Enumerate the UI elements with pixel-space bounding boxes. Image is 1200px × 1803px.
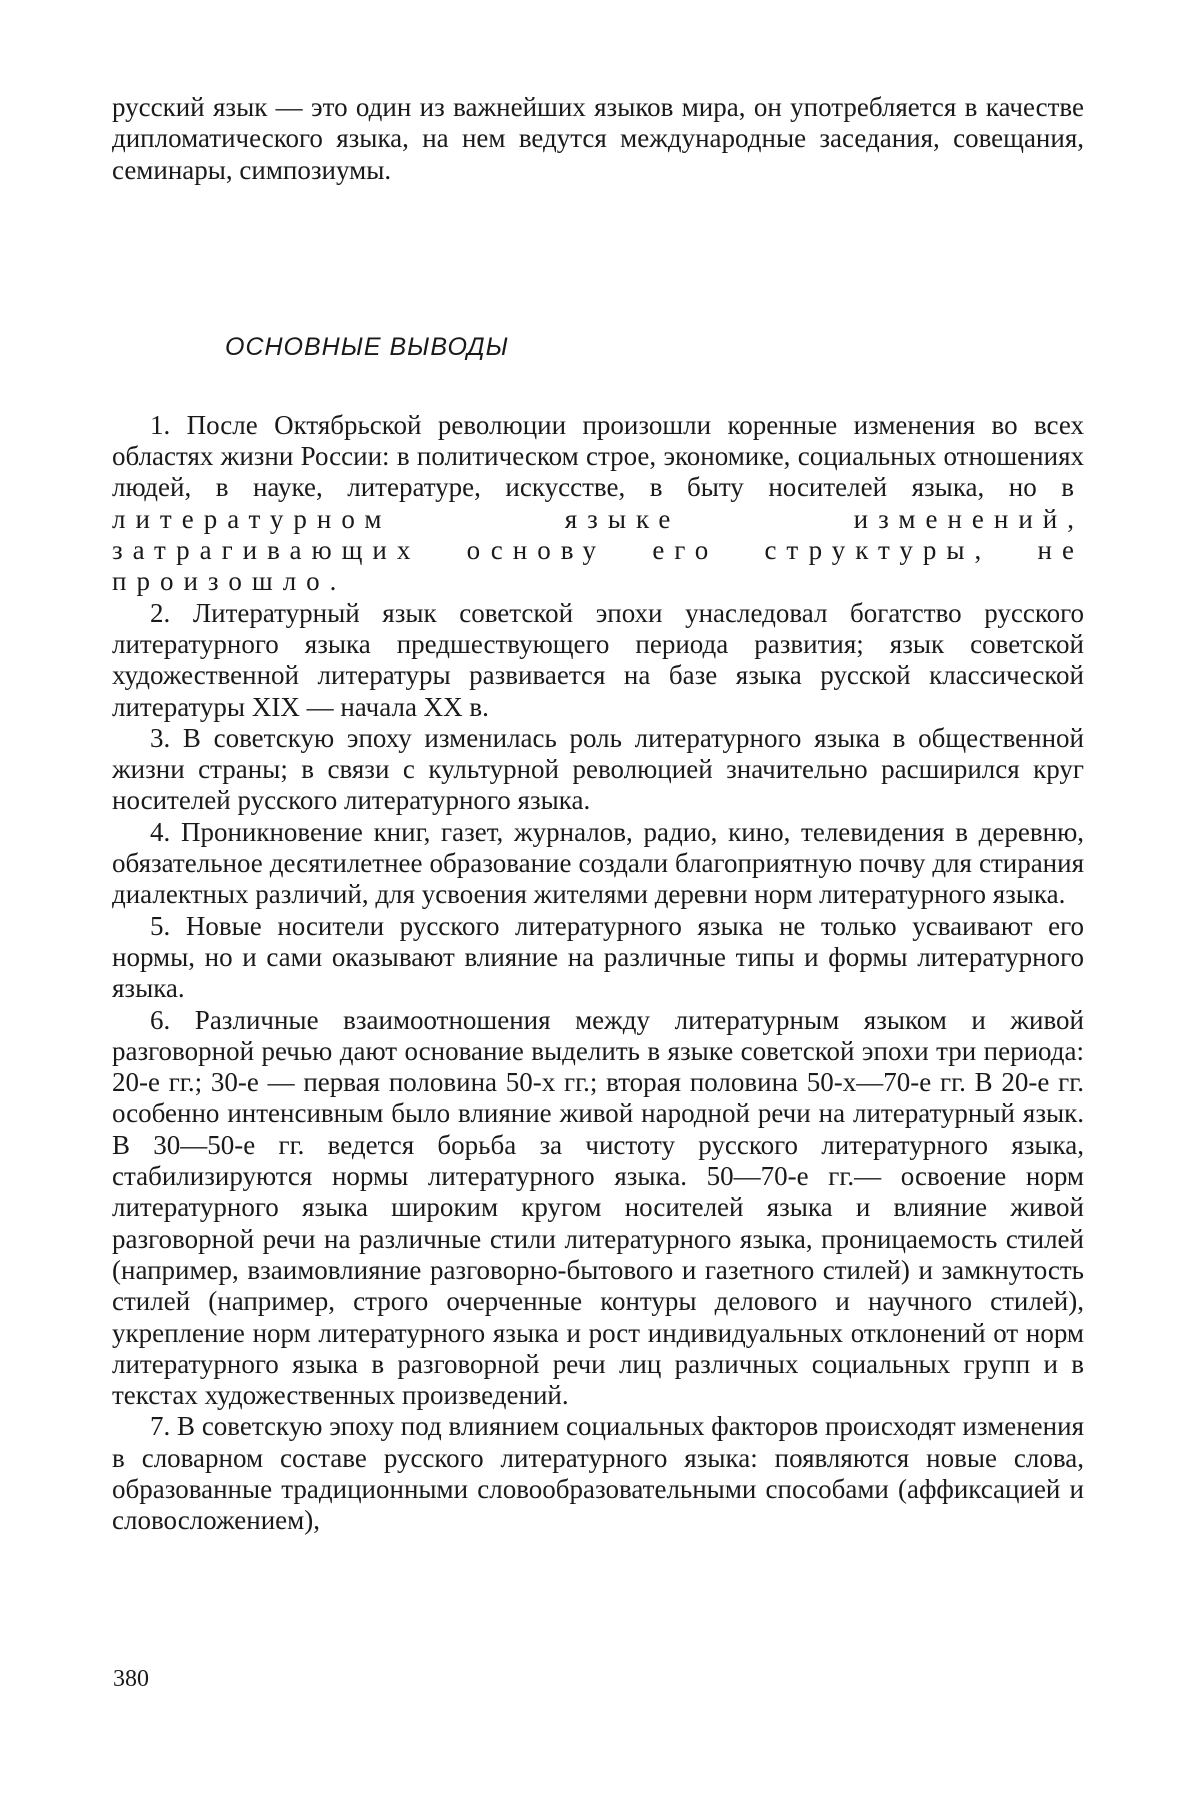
conclusion-item-4: 4. Проникновение книг, газет, журналов, радио, кино, телевидения в деревню, обязательное десятилетнее образование создали благоприятную почву для стирания диалектных различий, для усвоения жителями деревни норм литературного языка. <box>112 816 1084 910</box>
conclusion-item-3: 3. В советскую эпоху изменилась роль литературного языка в общественной жизни страны; в связи с культурной революцией значительно расширился круг носителей русского литературного языка. <box>112 722 1084 816</box>
section-heading: ОСНОВНЫЕ ВЫВОДЫ <box>225 332 509 361</box>
book-page <box>112 92 1084 1537</box>
conclusion-item-1-spaced-text: в литературном языке изменений, затрагивающих основу его структуры, не произошло. <box>112 472 1084 597</box>
conclusion-item-6: 6. Различные взаимоотношения между литературным языком и живой разговорной речью дают основание выделить в языке советской эпохи три периода: 20-е гг.; 30-е — первая половина 50-х гг.; вторая половина 50-х—70-е гг. В 20-е гг. особенно интенсивным было влияние живой народной речи на литературный язык. В 30—50-е гг. ведется борьба за чистоту русского литературного языка, стабилизируются нормы литературного языка. 50—70-е гг.— освоение норм литературного языка широким кругом носителей языка и влияние живой разговорной речи на различные стили литературного языка, проницаемость стилей (например, взаимовлияние разговорно-бытового и газетного стилей) и замкнутость стилей (например, строго очерченные контуры делового и научного стилей), укрепление норм литературного языка и рост индивидуальных отклонений от норм литературного языка в разговорной речи лиц различных социальных групп и в текстах художественных произведений. <box>112 1004 1084 1411</box>
conclusion-item-1 <box>112 410 1084 598</box>
intro-paragraph: русский язык — это один из важнейших языков мира, он употребляется в качестве дипломатического языка, на нем ведутся международные заседания, совещания, семинары, симпозиумы. <box>112 92 1084 185</box>
conclusions-list <box>112 410 1084 1537</box>
conclusion-item-2: 2. Литературный язык советской эпохи унаследовал богатство русского литературного языка предшествующего периода развития; язык советской художественной литературы развивается на базе языка русской классической литературы XIX — начала XX в. <box>112 597 1084 722</box>
conclusion-item-7: 7. В советскую эпоху под влиянием социальных факторов происходят изменения в словарном составе русского литературного языка: появляются новые слова, образованные традиционными словообразовательными способами (аффиксацией и словосложением), <box>112 1411 1084 1536</box>
conclusion-item-1-text: 1. После Октябрьской революции произошли коренные изменения во всех областях жизни России: в политическом строе, экономике, социальных отношениях людей, в науке, литературе, искусстве, в быту носителей языка, но <box>112 409 1084 503</box>
page-number: 380 <box>113 1666 149 1692</box>
conclusion-item-5: 5. Новые носители русского литературного языка не только усваивают его нормы, но и сами оказывают влияние на различные типы и формы литературного языка. <box>112 910 1084 1004</box>
